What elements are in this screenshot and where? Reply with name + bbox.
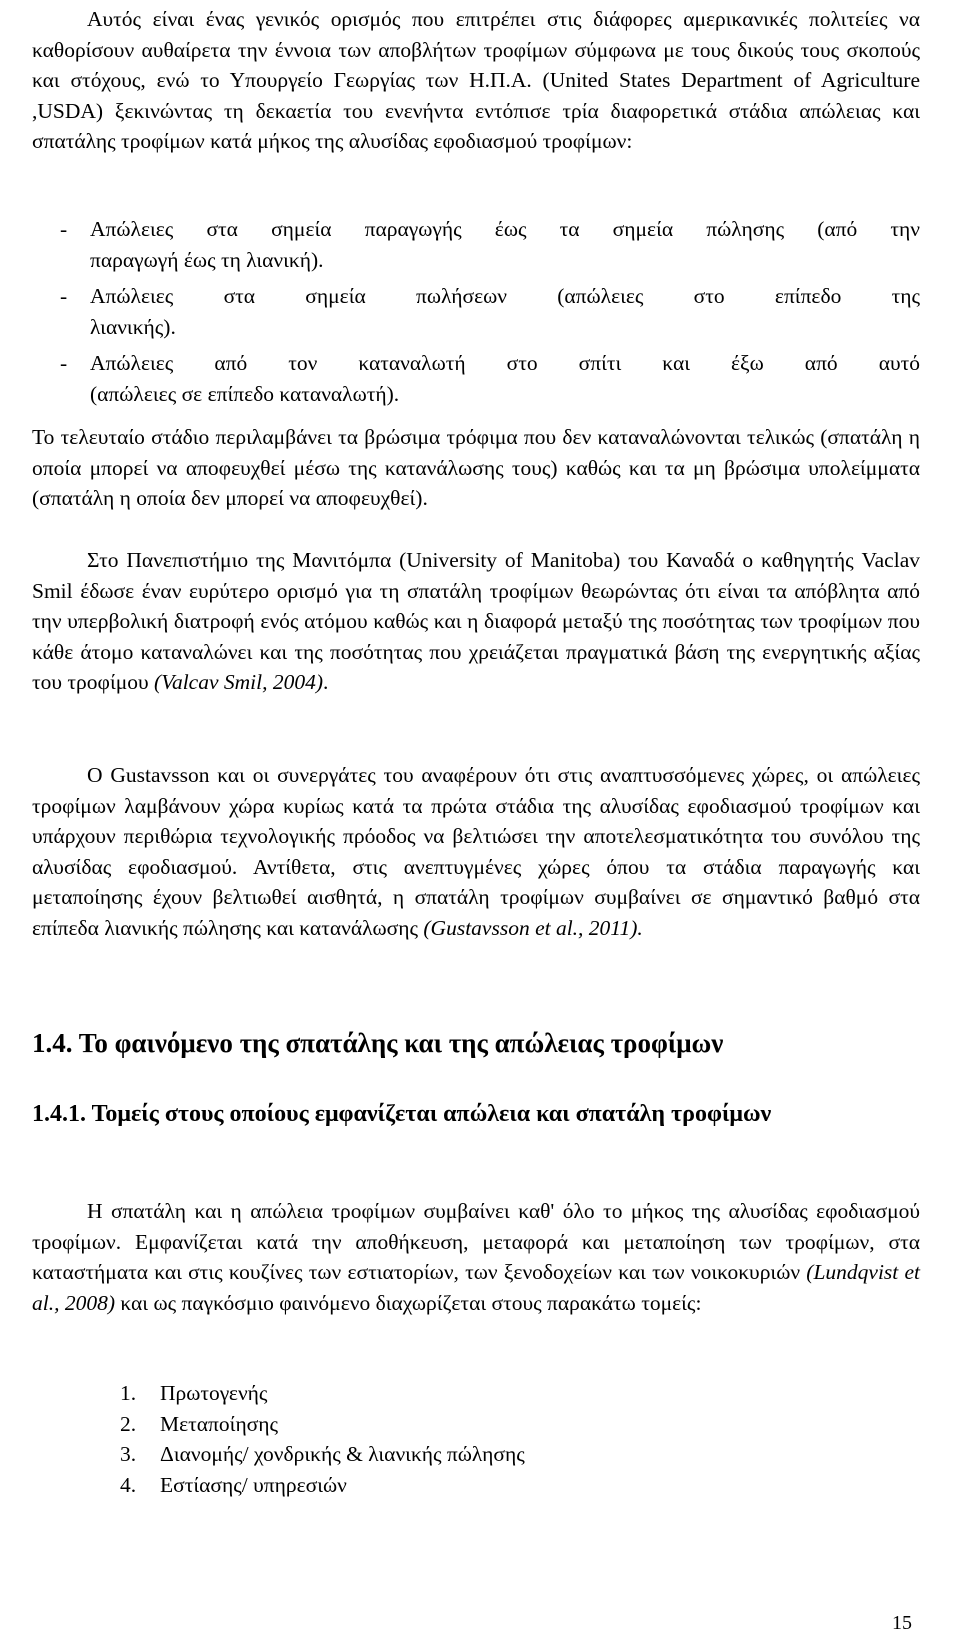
bullet-dash: - — [60, 351, 68, 375]
paragraph-smil-definition — [32, 545, 920, 698]
list-label: Μεταποίησης — [160, 1411, 279, 1436]
paragraph-text: Στο Πανεπιστήμιο της Μανιτόμπα (University of Manitoba) του Καναδά ο καθηγητής Vaclav Smil έδωσε έναν ευρύτερο ορισμό για τη σπατάλη τροφίμων θεωρώντας ότι είναι τα απόβλητα από την υπερβολική διατροφή ενός ατόμου καθώς και η διαφορά μεταξύ της ποσότητας των τροφίμων που κάθε άτομο καταναλώνει και της ποσότητας που χρειάζεται πραγματικά βάση της ενεργητικής αξίας του τροφίμου — [32, 548, 920, 694]
subsection-heading: 1.4.1. Τομείς στους οποίους εμφανίζεται απώλεια και σπατάλη τροφίμων — [32, 1101, 772, 1127]
paragraph-text: Η σπατάλη και η απώλεια τροφίμων συμβαίνει καθ' όλο το μήκος της αλυσίδας εφοδιασμού τροφίμων. Εμφανίζεται κατά την αποθήκευση, μεταφορά και μεταποίηση των τροφίμων, στα καταστήματα και στις κουζίνες των εστιατορίων, των ξενοδοχείων και των νοικοκυριών — [32, 1199, 920, 1284]
list-item — [32, 348, 920, 409]
list-number: 4. — [120, 1472, 137, 1497]
bullet-line: Απώλειες από τον καταναλωτή στο σπίτι και έξω από αυτό — [90, 351, 920, 375]
list-item — [120, 1470, 525, 1501]
paragraph-end: και ως παγκόσμιο φαινόμενο διαχωρίζεται στους παρακάτω τομείς: — [115, 1290, 702, 1315]
list-number: 2. — [120, 1411, 137, 1436]
bullet-dash: - — [60, 284, 68, 308]
bullet-line: παραγωγή έως τη λιανική). — [90, 247, 324, 272]
citation: (Gustavsson et al., 2011). — [423, 915, 643, 940]
bullet-line: Απώλειες στα σημεία παραγωγής έως τα σημεία πώλησης (από την — [90, 217, 920, 241]
list-number: 3. — [120, 1442, 137, 1466]
list-item — [120, 1409, 525, 1440]
paragraph-end: . — [323, 670, 329, 694]
list-item — [120, 1439, 525, 1470]
list-item — [120, 1378, 525, 1409]
paragraph-waste-sectors — [32, 1196, 920, 1318]
bullet-line: Απώλειες στα σημεία πωλήσεων (απώλειες στο επίπεδο της — [90, 284, 920, 308]
bullet-line: λιανικής). — [90, 314, 176, 339]
list-number: 1. — [120, 1381, 137, 1405]
list-item — [32, 214, 920, 275]
sectors-list — [120, 1378, 525, 1500]
paragraph-usda-definition: Αυτός είναι ένας γενικός ορισμός που επιτρέπει στις διάφορες αμερικανικές πολιτείες να καθορίσουν αυθαίρετα την έννοια των αποβλήτων τροφίμων σύμφωνα με τους δικούς τους σκοπούς και στόχους, ενώ το Υπουργείο Γεωργίας των Η.Π.Α. (United States Department of Agriculture ,USDA) ξεκινώντας τη δεκαετία του ενενήντα εντόπισε τρία διαφορετικά στάδια απώλειας και σπατάλης τροφίμων κατά μήκος της αλυσίδας εφοδιασμού τροφίμων: — [32, 7, 920, 153]
paragraph-gustavsson — [32, 760, 920, 943]
list-label: Εστίασης/ υπηρεσιών — [160, 1472, 347, 1497]
list-label: Πρωτογενής — [160, 1381, 268, 1405]
bullet-dash: - — [60, 217, 68, 241]
list-item — [32, 281, 920, 342]
paragraph-text: Ο Gustavsson και οι συνεργάτες του αναφέρουν ότι στις αναπτυσσόμενες χώρες, οι απώλειες τροφίμων λαμβάνουν χώρα κυρίως κατά τα πρώτα στάδια της αλυσίδας εφοδιασμού τροφίμων και υπάρχουν περιθώρια τεχνολογικής πρόοδος να βελτιώσει την αποτελεσματικότητα του συνόλου της αλυσίδας εφοδιασμού. Αντίθετα, στις ανεπτυγμένες χώρες όπου τα στάδια παραγωγής και μεταποίησης έχουν βελτιωθεί αισθητά, η σπατάλη τροφίμων συμβαίνει σε σημαντικό βαθμό στα επίπεδα λιανικής πώλησης και κατανάλωσης — [32, 763, 920, 940]
page-number: 15 — [892, 1612, 912, 1634]
citation: (Valcav Smil, 2004) — [154, 670, 324, 694]
list-label: Διανομής/ χονδρικής & λιανικής πώλησης — [160, 1442, 525, 1466]
citation: (Lundqvist et al., 2008) — [32, 1260, 920, 1315]
loss-stages-list — [32, 214, 920, 415]
section-heading: 1.4. Το φαινόμενο της σπατάλης και της απώλειας τροφίμων — [32, 1028, 724, 1058]
bullet-line: (απώλειες σε επίπεδο καταναλωτή). — [90, 381, 400, 406]
paragraph-last-stage: Το τελευταίο στάδιο περιλαμβάνει τα βρώσιμα τρόφιμα που δεν καταναλώνονται τελικώς (σπατάλη η οποία μπορεί να αποφευχθεί μέσω της κατανάλωσης τους) καθώς και τα μη βρώσιμα υπολείμματα (σπατάλη η οποία δεν μπορεί να αποφευχθεί). — [32, 425, 920, 510]
